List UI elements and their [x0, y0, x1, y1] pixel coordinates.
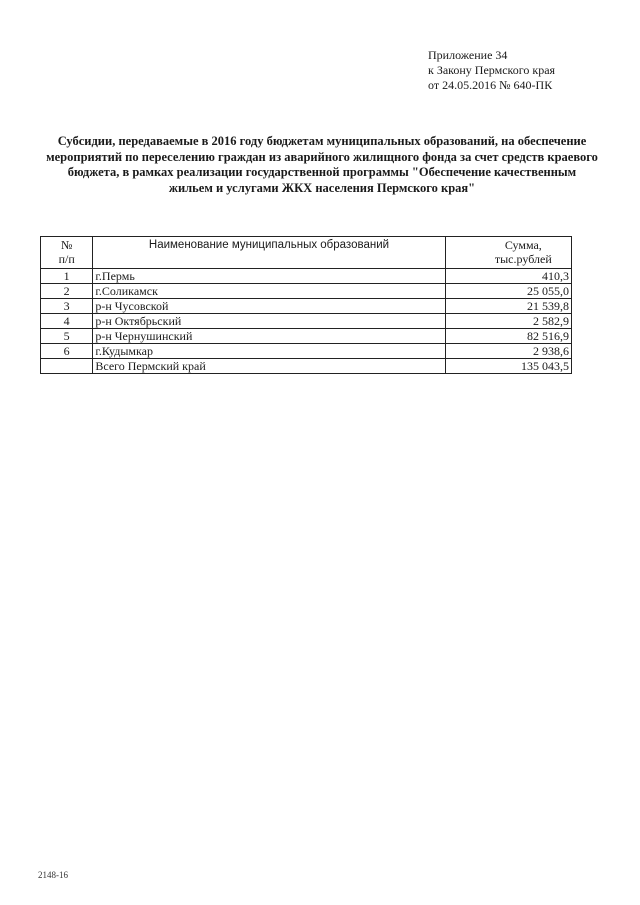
row-number: 3 [41, 299, 93, 314]
appendix-date: от 24.05.2016 № 640-ПК [428, 78, 553, 92]
document-title [36, 134, 608, 196]
table-total-row [41, 359, 572, 374]
table-header-row [41, 237, 572, 269]
row-sum: 25 055,0 [445, 284, 571, 299]
row-sum: 410,3 [445, 269, 571, 284]
title-line-4: жильем и услугами ЖКХ населения Пермского края" [168, 180, 476, 195]
document-code: 2148-16 [38, 870, 68, 880]
total-label: Всего Пермский край [93, 359, 445, 374]
row-sum: 82 516,9 [445, 329, 571, 344]
row-municipality: р-н Чернушинский [93, 329, 445, 344]
title-line-2: мероприятий по переселению граждан из аварийного жилищного фонда за счет средств краевого [46, 149, 598, 164]
row-sum: 2 938,6 [445, 344, 571, 359]
header-number [41, 237, 93, 269]
table-row [41, 269, 572, 284]
row-number: 5 [41, 329, 93, 344]
row-municipality: г.Пермь [93, 269, 445, 284]
header-sum-line-1: Сумма, [504, 238, 542, 252]
row-number: 2 [41, 284, 93, 299]
table-row [41, 284, 572, 299]
row-number: 1 [41, 269, 93, 284]
total-sum: 135 043,5 [445, 359, 571, 374]
row-number: 6 [41, 344, 93, 359]
header-number-line-1: № [60, 238, 73, 252]
row-municipality: р-н Чусовской [93, 299, 445, 314]
table-row [41, 314, 572, 329]
header-number-line-2: п/п [58, 252, 75, 266]
header-name: Наименование муниципальных образований [93, 237, 445, 269]
table-row [41, 329, 572, 344]
title-line-1: Субсидии, передаваемые в 2016 году бюджетам муниципальных образований, на обеспечение [57, 134, 587, 148]
row-number: 4 [41, 314, 93, 329]
row-municipality: г.Соликамск [93, 284, 445, 299]
appendix-law: к Закону Пермского края [428, 63, 556, 77]
row-sum: 21 539,8 [445, 299, 571, 314]
row-municipality: р-н Октябрьский [93, 314, 445, 329]
row-municipality: г.Кудымкар [93, 344, 445, 359]
table-row [41, 299, 572, 314]
total-number [41, 359, 93, 374]
appendix-number: Приложение 34 [428, 48, 508, 62]
row-sum: 2 582,9 [445, 314, 571, 329]
header-sum [445, 237, 571, 269]
table-row [41, 344, 572, 359]
subsidies-table [40, 236, 572, 374]
title-line-3: бюджета, в рамках реализации государственной программы "Обеспечение качественным [67, 165, 577, 179]
appendix-reference [428, 48, 555, 93]
header-sum-line-2: тыс.рублей [494, 252, 552, 266]
